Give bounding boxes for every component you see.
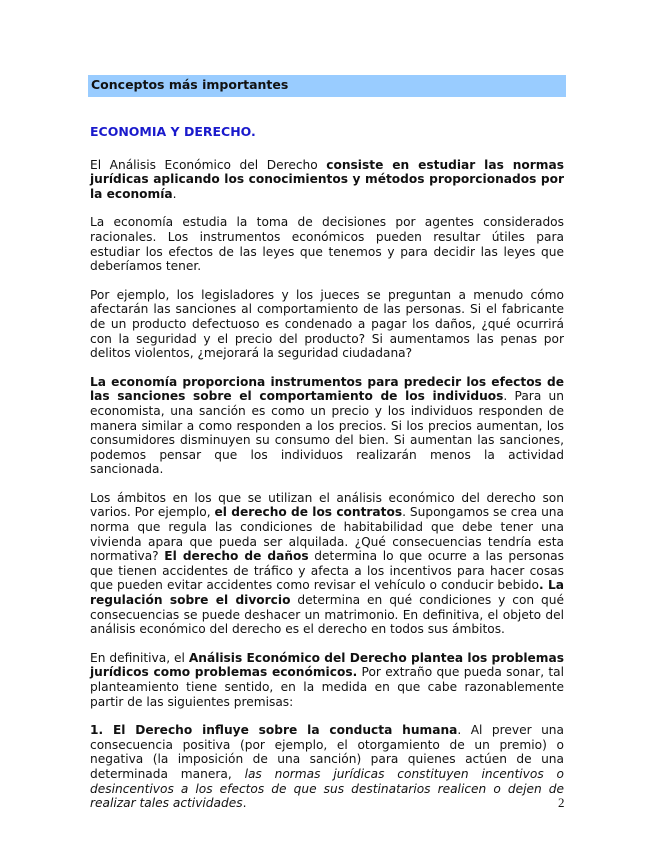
section-header-bar bbox=[88, 75, 566, 97]
text-run: El derecho de daños bbox=[164, 549, 309, 564]
text-run: La economía estudia la toma de decisiones por agentes considerados racionales. Los instrumentos económicos pueden resultar útiles para estudiar los efectos de las leyes que tenemos y para decidir las leyes que deberíamos tener. bbox=[90, 215, 564, 274]
text-run: determina lo que ocurre a las personas que tienen accidentes de tráfico y afecta a los incentivos para hacer cosas que pueden evitar accidentes como revisar el vehículo o conducir bebido bbox=[90, 549, 564, 593]
text-run: Por ejemplo, los legisladores y los jueces se preguntan a menudo cómo afectarán las sanciones al comportamiento de las personas. Si el fabricante de un producto defectuoso es condenado a pagar los daños, ¿qué ocurrirá con la seguridad y el precio del producto? Si aumentamos las penas por delitos violentos, ¿mejorará la seguridad ciudadana? bbox=[90, 287, 564, 361]
paragraph bbox=[90, 723, 564, 811]
text-run: consiste en estudiar las normas jurídicas aplicando los conocimientos y métodos proporcionados por la economía bbox=[90, 157, 564, 201]
paragraph bbox=[90, 375, 564, 477]
text-run: Los ámbitos en los que se utilizan el análisis económico del derecho son varios. Por ejemplo, bbox=[90, 490, 564, 520]
text-run: el derecho de los contratos bbox=[214, 505, 403, 520]
section-header-title: Conceptos más importantes bbox=[91, 77, 289, 92]
paragraph bbox=[90, 491, 564, 637]
page-number: 2 bbox=[558, 795, 565, 810]
paragraph bbox=[90, 158, 564, 202]
section-title: ECONOMIA Y DERECHO. bbox=[90, 124, 256, 139]
text-run: Análisis Económico del Derecho plantea los problemas jurídicos como problemas económicos. bbox=[90, 650, 564, 680]
text-run: las normas jurídicas constituyen incentivos o desincentivos a los efectos de que sus destinatarios realicen o dejen de realizar tales actividades bbox=[90, 766, 564, 811]
paragraph bbox=[90, 651, 564, 709]
text-run: . Al prever una consecuencia positiva (por ejemplo, el otorgamiento de un premio) o negativa (la imposición de una sanción) para quienes actúen de una determinada manera, bbox=[90, 723, 564, 781]
text-run: El Análisis Económico del Derecho bbox=[90, 157, 327, 172]
text-run: . La regulación sobre el divorcio bbox=[90, 578, 564, 608]
text-run: En definitiva, el bbox=[90, 650, 189, 665]
text-run: Por extraño que pueda sonar, tal planteamiento tiene sentido, en la medida en que cabe razonablemente partir de las siguientes premisas: bbox=[90, 665, 565, 709]
paragraph bbox=[90, 288, 564, 361]
text-run: . Supongamos se crea una norma que regula las condiciones de habitabilidad que debe tener una vivienda apara que pueda ser alquilada. ¿Qué consecuencias tendría esta normativa? bbox=[90, 505, 564, 564]
text-run: . bbox=[172, 186, 177, 201]
text-run: . bbox=[242, 796, 247, 811]
paragraph bbox=[90, 215, 564, 273]
text-run: La economía proporciona instrumentos para predecir los efectos de las sanciones sobre el comportamiento de los individuos bbox=[90, 374, 564, 404]
text-run: determina en qué condiciones y con qué consecuencias se puede deshacer un matrimonio. En definitiva, el objeto del análisis económico del derecho es el derecho en todos sus ámbitos. bbox=[90, 593, 564, 637]
document-body bbox=[90, 125, 564, 825]
text-run: 1. El Derecho influye sobre la conducta humana bbox=[90, 723, 458, 738]
paragraphs-container bbox=[90, 158, 564, 811]
text-run: . Para un economista, una sanción es como un precio y los individuos responden de manera similar a como responden a los precios. Si los precios aumentan, los consumidores disminuyen su consumo del bien. Si aumentan las sanciones, podemos pensar que los individuos realizarán menos la actividad sancionada. bbox=[90, 389, 564, 477]
